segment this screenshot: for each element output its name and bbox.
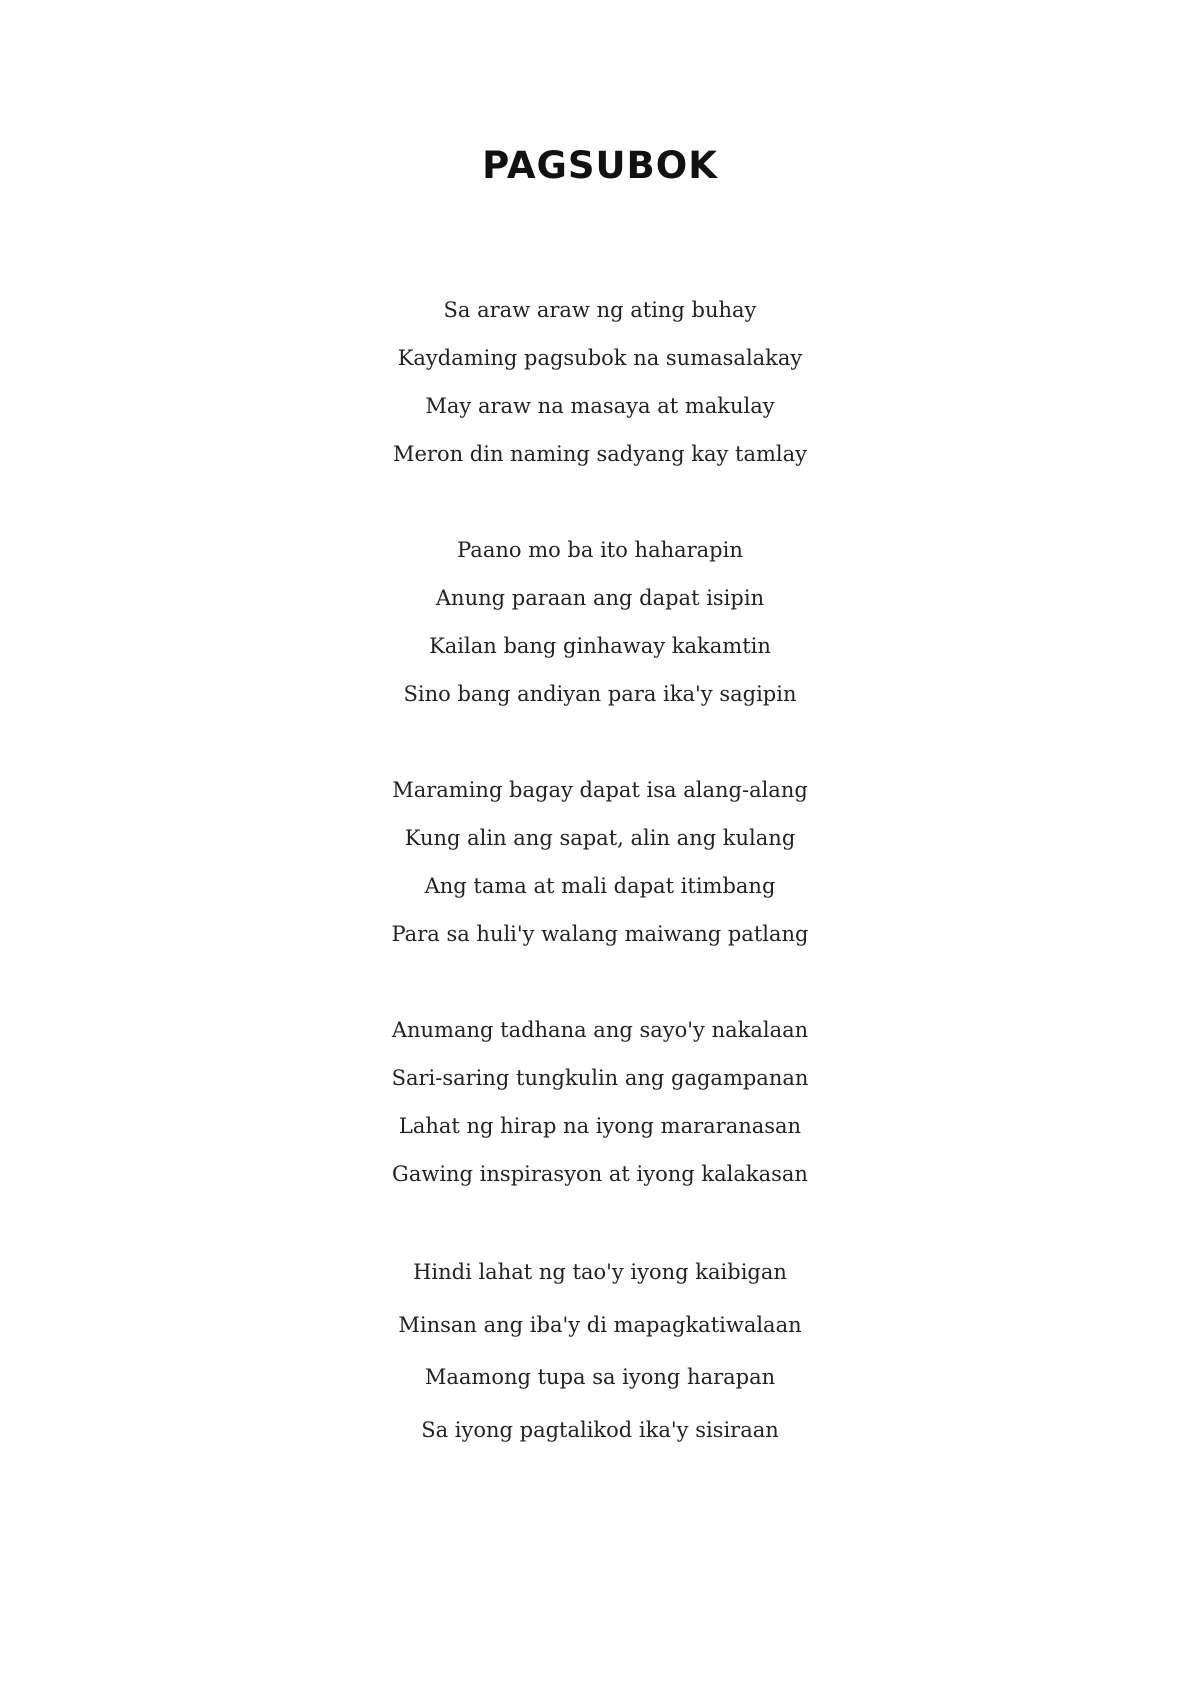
poem-line: Lahat ng hirap na iyong mararanasan <box>398 1114 802 1138</box>
poem-line: Ang tama at mali dapat itimbang <box>424 874 776 898</box>
poem-line: Sari-saring tungkulin ang gagampanan <box>391 1066 809 1090</box>
stanza-3 <box>0 766 1200 958</box>
stanza-2 <box>0 526 1200 718</box>
poem-line: Maraming bagay dapat isa alang-alang <box>392 778 808 802</box>
poem-line: Kung alin ang sapat, alin ang kulang <box>404 826 796 850</box>
poem-line: May araw na masaya at makulay <box>425 394 775 418</box>
stanza-1 <box>0 286 1200 478</box>
poem-line: Para sa huli'y walang maiwang patlang <box>391 922 809 946</box>
poem-line: Sa iyong pagtalikod ika'y sisiraan <box>421 1417 779 1442</box>
poem-line: Kaydaming pagsubok na sumasalakay <box>397 346 803 370</box>
poem-line: Meron din naming sadyang kay tamlay <box>392 442 807 466</box>
poem-line: Sa araw araw ng ating buhay <box>443 298 757 322</box>
poem-line: Maamong tupa sa iyong harapan <box>424 1365 776 1389</box>
poem-line: Paano mo ba ito haharapin <box>457 538 743 562</box>
poem-line: Hindi lahat ng tao'y iyong kaibigan <box>413 1260 787 1284</box>
poem-title: PAGSUBOK <box>482 144 718 187</box>
poem-body <box>0 286 1200 1504</box>
poem-line: Anung paraan ang dapat isipin <box>435 586 765 610</box>
poem-line: Minsan ang iba'y di mapagkatiwalaan <box>398 1312 802 1337</box>
poem-line: Sino bang andiyan para ika'y sagipin <box>403 682 797 706</box>
poem-line: Gawing inspirasyon at iyong kalakasan <box>392 1162 808 1186</box>
stanza-5 <box>0 1246 1200 1456</box>
poem-line: Kailan bang ginhaway kakamtin <box>429 634 771 658</box>
poem-line: Anumang tadhana ang sayo'y nakalaan <box>391 1018 809 1042</box>
stanza-4 <box>0 1006 1200 1198</box>
